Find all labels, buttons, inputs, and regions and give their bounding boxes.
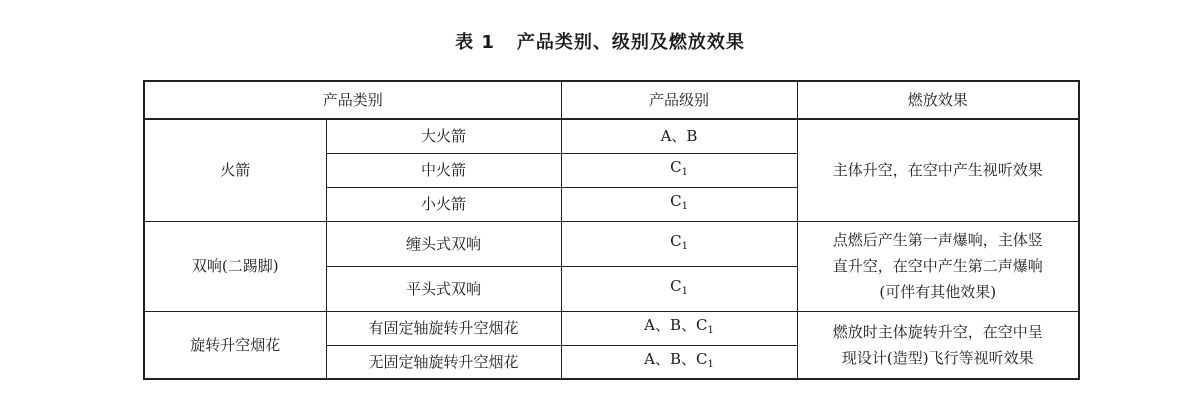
- effect-cell: [797, 221, 1079, 311]
- category-cell: 火箭: [144, 119, 326, 221]
- effect-cell: 主体升空，在空中产生视听效果: [797, 119, 1079, 221]
- grade-subscript: 1: [681, 167, 688, 178]
- type-cell: 缠头式双响: [326, 221, 561, 266]
- grade-text: C: [670, 192, 682, 210]
- table-caption: [0, 28, 1200, 54]
- grade-text: C: [670, 158, 682, 176]
- table-row: [144, 221, 1079, 266]
- table-row: [144, 119, 1079, 153]
- grade-text: A、B、C: [644, 316, 708, 334]
- effect-line: 现设计(造型)飞行等视听效果: [841, 348, 1034, 367]
- grade-cell: [561, 187, 797, 221]
- category-cell: 双响(二踢脚): [144, 221, 326, 311]
- type-cell: 平头式双响: [326, 266, 561, 311]
- header-row: [144, 81, 1079, 119]
- grade-text: A、B: [660, 127, 698, 146]
- type-cell: 大火箭: [326, 119, 561, 153]
- grade-subscript: 1: [681, 240, 688, 252]
- type-cell: 中火箭: [326, 153, 561, 187]
- grade-cell: [561, 345, 797, 379]
- type-cell: 无固定轴旋转升空烟花: [326, 345, 561, 379]
- category-cell: 旋转升空烟花: [144, 311, 326, 379]
- table-title: 产品类别、级别及燃放效果: [516, 32, 745, 53]
- table-number: 表 1: [455, 32, 495, 53]
- grade-cell: [561, 311, 797, 345]
- grade-cell: [561, 266, 797, 311]
- effect-line: 直升空，在空中产生第二声爆响: [832, 257, 1043, 275]
- grade-subscript: 1: [681, 201, 688, 212]
- type-cell: 有固定轴旋转升空烟花: [326, 311, 561, 345]
- effect-line: 点燃后产生第一声爆响，主体竖: [832, 231, 1043, 249]
- grade-cell: [561, 221, 797, 266]
- effect-line: 燃放时主体旋转升空，在空中呈: [832, 322, 1043, 341]
- product-classification-table: [143, 80, 1080, 380]
- grade-subscript: 1: [707, 325, 714, 336]
- grade-cell: [561, 119, 797, 153]
- header-effect: 燃放效果: [797, 81, 1079, 119]
- effect-line: (可伴有其他效果): [879, 283, 997, 301]
- type-cell: 小火箭: [326, 187, 561, 221]
- header-grade: 产品级别: [561, 81, 797, 119]
- effect-cell: [797, 311, 1079, 379]
- grade-text: C: [670, 231, 682, 250]
- grade-text: A、B、C: [644, 349, 708, 368]
- grade-subscript: 1: [707, 358, 714, 370]
- grade-cell: [561, 153, 797, 187]
- grade-subscript: 1: [681, 285, 688, 297]
- grade-text: C: [670, 276, 682, 295]
- header-category: 产品类别: [144, 81, 561, 119]
- table-row: [144, 311, 1079, 345]
